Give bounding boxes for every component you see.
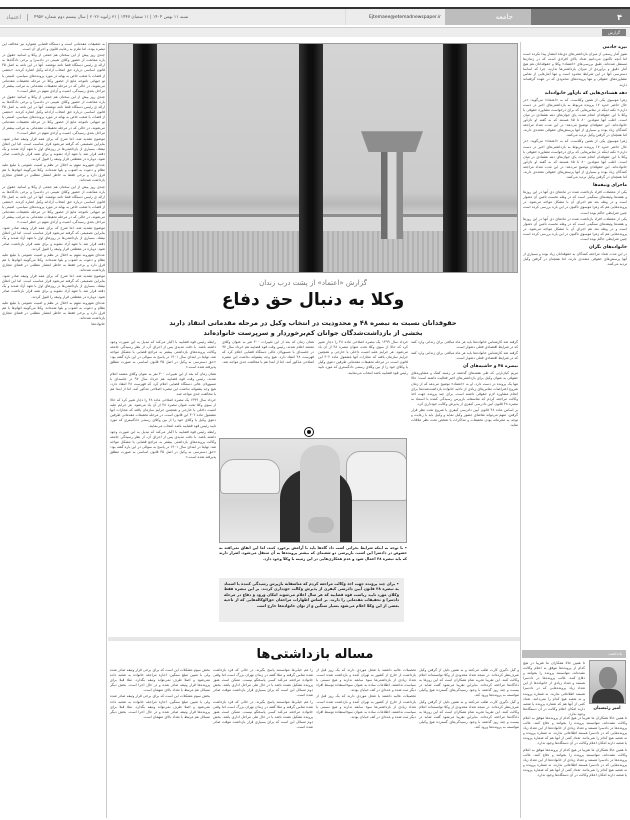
body-paragraph: عده‌ای شهروند متهم به اخلال در نظم و امنیت عمومی یا تبلیغ علیه نظام و دعوت به آشوب و بلوا شده‌اند. وکلا می‌گویند اتهام‌ها با هم فرق دارد و برخی فقط به خاطر انتشار مطلبی در فضای مجازی بازداشت شده‌اند. xyxy=(2,300,105,320)
note-paragraph: تا همین حالا همکاران ما تقریبا در هیچ کدام از پرونده‌ها موفق به اعلام وکالت نشده‌اند، نتوانستند پرونده را بخوانند و دفاع کنند. غالب پرونده‌ها در دادسرا هستند و تعداد زیادی از خانواده‌ها از این تعداد زیاد پرونده‌هایی که در دادسرا هستند اطلاعاتی ندارند. نه شماره پرونده و نه شعبه هیچ کدام را نمی‌دانند. تعداد کمی از آنها هم که شماره پرونده یا شعبه دارند امکان اعلام وکالت در آن دستگاه‌ها وجود ندارد. xyxy=(523,661,585,716)
section-marker-icon xyxy=(305,428,313,436)
body-paragraph: عده‌ای شهروند متهم به اخلال در نظم و امنیت عمومی یا تبلیغ علیه نظام و دعوت به آشوب و بلوا شده‌اند. وکلا می‌گویند اتهام‌ها با هم فرق دارد و برخی فقط به خاطر انتشار مطلبی در فضای مجازی بازداشت شده‌اند. xyxy=(2,252,105,273)
note-paragraph: تا همین حالا همکاران ما تقریبا در هیچ کدام از پرونده‌ها موفق به اعلام وکالت نشده‌اند، نتوانستند پرونده را بخوانند و دفاع کنند. غالب پرونده‌ها در دادسرا هستند و تعداد زیادی از خانواده‌ها از این تعداد زیاد پرونده‌هایی که در دادسرا هستند اطلاعاتی ندارند. نه شماره پرونده و نه شعبه هیچ کدام را نمی‌دانند. تعداد کمی از آنها هم که شماره پرونده یا شعبه دارند امکان اعلام وکالت در آن دستگاه‌ها وجود ندارد. xyxy=(523,716,627,746)
window-bar xyxy=(133,44,157,272)
section-heading: دهه هشتادی‌هایی که نان‌آور خانواده‌اند xyxy=(544,90,627,96)
body-paragraph: عده‌ای شهروند متهم به اخلال در نظم و امنیت عمومی یا تبلیغ علیه نظام و دعوت به آشوب و بلوا شده‌اند. وکلا می‌گویند اتهام‌ها با هم فرق دارد و برخی فقط به خاطر انتشار مطلبی در فضای مجازی بازداشت شده‌اند. xyxy=(2,163,105,183)
body-paragraph: را هم خیلی‌ها نتوانستند پاسخ بگیرند. در حالی که فرد بازداشت شده تماس گرفته و مثلا گفته در زندان تهران بزرگ است اما وقتی خانواده مراجعه می‌کند کسی پاسخگو نیست. ممکن است هنوز پرونده تشکیل نشده باشد یا در حال طی مراحل اداری باشد. بخش دوم مسائل این است که برای بسیاری قرار بازداشت موقت صادر شده است. xyxy=(213,699,313,730)
body-paragraph: موضوع تشدید شد، اما شرح که برای همه قرار وثیقه صادر شود. بنابراین تصمیمی که گرفته می‌شود قرار مناسب است. اما این اتفاق نیفتاد. بسیاری از بازداشتی‌ها در روزهای اول با تعهد آزاد شدند و یک دفعه قرار شد با تعهد آزاد نشوند و برای همه قرار بازداشت صادر شود. دوباره در مقطعی قرار وثیقه را قبول کردند. xyxy=(2,274,105,299)
body-paragraph: تحصیلات عالیه داشتند یا شغل موردی دارند که یک روز قبل از بازداشت از خارج از کشور به تهران آمده و بازداشت شده است. تعداد زیادی از بازداشتی‌ها سوء سابقه ندارند و هیچ نسبتی با سیاست نداشتند. اطلاعات ساده به عنوان سوءاستفاده توسط افراد دیگر ثبت شده و عده‌ای در کف خیابان بودند. xyxy=(316,694,416,719)
body-paragraph: خرداد سال ۱۳۹۹ یک تبصره اصلاحی ماده ۴۸ را دچار تغییر کرد که حالا از سوی وکلا تحت عنوان تبصره ۴۸ از آن یاد می‌شود. هر جرایم علیه امنیت داخلی یا خارجی و همچنین جرایم سازمان یافته که مجازات آنها مشمول ماده ۳۰۲ این قانون است، در مرحله تحقیقات مقدماتی طرفین دعوی وکیل یا وکلای خود را از بین وکلای رسمی دادگستری که مورد تایید رئیس قوه قضاییه باشد انتخاب می‌نمایند. xyxy=(110,398,216,428)
report-subbar xyxy=(0,27,630,37)
body-paragraph: همان زمان که بعد از این تغییرات ۴۰۰ نفر به عنوان وکلای معتمد اعلام شدند، رئیس وقت قوه قضاییه هم خرداد سال ۹۷ در جلسه‌ای با مسوولان عالی دستگاه قضایی اعلام کرد که فهرست ۴۸ انتقاد دارد. هیچ وجه پشتوانه نداشت این تبصره اصلاحی مذکور آمد، اما از ابتدا هم با مخالفت جدی مواجه شد. xyxy=(222,340,314,365)
body-paragraph: خرداد سال ۱۳۹۹ یک تبصره اصلاحی ماده ۴۸ را دچار تغییر کرد که حالا از سوی وکلا تحت عنوان تبصره ۴۸ از آن یاد می‌شود. هر جرایم علیه امنیت داخلی یا خارجی و همچنین جرایم سازمان یافته که مجازات آنها مشمول ماده ۳۰۲ این قانون است، در مرحله تحقیقات مقدماتی طرفین دعوی وکیل یا وکلای خود را از بین وکلای رسمی دادگستری که مورد تایید رئیس قوه قضاییه باشد انتخاب می‌نمایند. xyxy=(318,340,408,375)
body-paragraph: بخش سوم مشکلات این است که برای برخی قرار وثیقه صادر شده ولی با تعیین مبلغ سنگین. اجازه مراجعه خانواده به شعبه داده نمی‌شود و اصلا طرف نمی‌تواند وثیقه بگذارد. مثلا قبلا برای پرونده‌ها قرار وثیقه صادر شده و در حال اجرا است. بخش دیگر مسائل هم مرتبط با تعداد بالای متهمان است. xyxy=(110,668,210,693)
body-paragraph: بر اساس ماده ۴۸ قانون آیین دادرسی کیفری با شروع تحت نظر قرار گرفتن، متهم می‌تواند تقاضای حضور وکیل نماید و وکیل باید با رعایت و توجه به محرمانه بودن تحقیقات و مذاکرات با شخص تحت نظر ملاقات نماید. xyxy=(411,408,518,428)
pull-quote: • برای چند پرونده جهت اخذ وکالت مراجعه کردم که متاسفانه بازپرس رسیدگی کننده با استناد به تبصره ۴۸ قانون آیین دادرسی کیفری از پذیرش وکالت خودداری کردند. بر این تبصره فقط وکلای مورد تایید ریاست قوه قضاییه که هر سال اعلام می‌شوند امکان ورود و دفاع در مرحله دادسرا و تحقیقات مقدماتی را دارند. بر اساس اظهارات مراجعان حق‌الوکاله‌هایی که از ناحیه بعضی از این وکلا اعلام می‌شود بسیار سنگین و از توان خانواده‌ها خارج است xyxy=(219,578,404,622)
body-paragraph: تحصیلات عالیه داشتند یا شغل موردی دارند که یک روز قبل از بازداشت از خارج از کشور به تهران آمده و بازداشت شده است. تعداد زیادی از بازداشتی‌ها سوء سابقه ندارند و هیچ نسبتی با سیاست نداشتند. اطلاعات ساده به عنوان سوءاستفاده توسط افراد دیگر ثبت شده و عده‌ای در کف خیابان بودند. xyxy=(316,668,416,693)
signoff: خانواده‌ها xyxy=(91,321,105,326)
column-rule xyxy=(106,42,107,818)
author-name: امیر رئیسیان xyxy=(593,706,621,711)
left-column xyxy=(2,42,105,817)
watchtower-top xyxy=(361,126,423,152)
note-label: یادداشت xyxy=(522,650,626,658)
section-email-link[interactable]: Ejtemaee@etemadnewspaper.ir xyxy=(345,9,445,25)
story-headline: وکلا به دنبال حق دفاع xyxy=(221,290,405,310)
section-heading: تبصره ۴۸ و حاشیه‌های آن xyxy=(463,364,518,370)
body-paragraph: رابطه رئیس قوه قضاییه با اکبار می‌کند که تبدیل به این صورت وجود داشته باشد. با دقت مدیدی پس از اجرای آن، از نظر رسیدگی جامعه وکالت پرونده‌های بازداشتی بیشتر به مراجع قضایی با مشکل مواجه شد. نهایتا در ابتدای سال ۱۴۰۱ در پاسخ به سوالی در این باره گفته بود: «حق دسترسی به وکیل در اصل ۳۵ قانون اساسی به صورت مطلق پذیرفته شده است.» xyxy=(110,429,216,460)
body-paragraph: بخش سوم مشکلات این است که برای برخی قرار وثیقه صادر شده ولی با تعیین مبلغ سنگین. اجازه مراجعه خانواده به شعبه داده نمی‌شود و اصلا طرف نمی‌تواند وثیقه بگذارد. مثلا قبلا برای پرونده‌ها قرار وثیقه صادر شده و در حال اجرا است. بخش دیگر مسائل هم مرتبط با تعداد بالای متهمان است. xyxy=(110,694,210,719)
newspaper-logo: اعتماد xyxy=(6,14,28,21)
photo-hands xyxy=(308,517,334,533)
section-name: جامعه xyxy=(445,9,531,25)
body-paragraph: زهرا موسوی یکی از همین وکلاست. که به «اعتماد» می‌گوید: «در حال حاضر حدود ۱۷ پرونده مربوط به بازداشتی‌های اخیر در دست دارم.» نکته اینکه در تماس‌هایی که برای درخواست مشاوره حقوقی با وکلا با این حقوقدان انجام شده، پای جوان‌های دهه هشتادی در میان است. اغلب آنها متولدین ۸۰ تا ۸۵ هستند که به گفته او نان‌آور خانواده‌اند. این حقوقدان توضیح می‌دهد: در این مدت تعداد مراجعه کنندگان زیاد بوده و بسیاری از آنها پرسش‌های حقوقی متعددی دارند، اما همچنان در گرفتن وکیل تردید می‌کنند. xyxy=(523,139,627,180)
body-paragraph: یکی از معضلات افراد بازداشت شده در ماه‌های دی آنها در این روزها و هفته‌ها وثیقه‌های سنگینی است که در وهله نخست تامین آن دشوار است و در وهله بعد هم اجرای آن با مشکل مواجه می‌شود. در پرونده‌هایی هم که زهرا موسوی تاکنون در این باره بررسی کرده است چنین شرایطی حاکم بوده است. xyxy=(523,216,627,241)
column-rule xyxy=(520,42,521,818)
photo-car xyxy=(346,451,407,501)
second-story-headline: مساله بازداشتی‌ها xyxy=(256,647,374,662)
body-paragraph: موضوع تشدید شد، اما شرح که برای همه قرار وثیقه صادر شود. بنابراین تصمیمی که گرفته می‌شود قرار مناسب است. اما این اتفاق نیفتاد. بسیاری از بازداشتی‌ها در روزهای اول با تعهد آزاد شدند و یک دفعه قرار شد با تعهد آزاد نشوند و برای همه قرار بازداشت صادر شود. دوباره در مقطعی قرار وثیقه را قبول کردند. xyxy=(2,226,105,251)
body-paragraph: یکی از معضلات افراد بازداشت شده در ماه‌های دی آنها در این روزها و هفته‌ها وثیقه‌های سنگینی است که در وهله نخست تامین آن دشوار است و در وهله بعد هم اجرای آن با مشکل مواجه می‌شود. در پرونده‌هایی هم که زهرا موسوی تاکنون در این باره بررسی کرده است چنین شرایطی حاکم بوده است. xyxy=(523,190,627,215)
story-kicker: گزارش «اعتماد» از پشت درب زندان xyxy=(259,279,367,287)
body-paragraph: را هم خیلی‌ها نتوانستند پاسخ بگیرند. در حالی که فرد بازداشت شده تماس گرفته و مثلا گفته در زندان تهران بزرگ است اما وقتی خانواده مراجعه می‌کند کسی پاسخگو نیست. ممکن است هنوز پرونده تشکیل نشده باشد یا در حال طی مراحل اداری باشد. بخش دوم مسائل این است که برای بسیاری قرار بازداشت موقت صادر شده است. xyxy=(213,668,313,698)
detainee-photo xyxy=(219,438,407,543)
portrait-body xyxy=(592,689,624,704)
window-bar xyxy=(299,44,323,272)
header-date-bar xyxy=(0,9,345,25)
center-right-column xyxy=(411,340,518,642)
subhead-line-1: حقوقدانان نسبت به تبصره ۴۸ و محدودیت در انتخاب وکیل در مرحله مقدماتی انتقاد دارند xyxy=(169,319,457,327)
intro-paragraph: هنوز آمار رسمی از میزان بازداشتی‌های دی‌ماه انتشار پیدا نکرده است اما آنچه تاکنون می‌دانیم تعداد بالای افرادی است که در زندان‌ها مستقل شده‌اند. طبق بررسی‌های «اعتماد» وکلا و حقوقدانان هم هیچ آمار دقیق و برآوردی از میزان بازداشتی‌ها ندارند، چرا که اساسا دسترسی آنها در این شرایط محدود است و تنها آمارهایی از تماس مشاوره‌های حقوقی و تنها پرونده‌های محدودی که در عهده گرفته‌اند دارند. xyxy=(523,52,627,87)
note-text-bottom xyxy=(523,716,627,816)
body-paragraph: رابطه رئیس قوه قضاییه با اکبار می‌کند که تبدیل به این صورت وجود داشته باشد. با دقت مدیدی پس از اجرای آن، از نظر رسیدگی جامعه وکالت پرونده‌های بازداشتی بیشتر به مراجع قضایی با مشکل مواجه شد. نهایتا در ابتدای سال ۱۴۰۱ در پاسخ به سوالی در این باره گفته بود: «حق دسترسی به وکیل در اصل ۳۵ قانون اساسی به صورت مطلق پذیرفته شده است.» xyxy=(110,340,216,370)
second-story-col-1 xyxy=(419,668,519,818)
body-paragraph: چندی روز پیش از این سخنان هم جمعی از وکلا و اساتید حقوق در باره ممانعت از حضور وکلای تعیینی در دادسرا و برخی دادگاه‌ها به ارائه ی رئیس دستگاه قضا نامه نوشتند. آنها در این نامه به اصل ۳۵ قانون اساسی درباره حق انتخاب آزادانه وکیل اشاره کردند. «بعضی از قضات با شعب خاص به بهانه در مورد پرونده‌های سیاسی، امنیتی یا تو جیهاتی ناموجه مانع از حضور وکلا در مرحله تحقیقات مقدماتی می‌شوند، در حالی که در مرحله تحقیقات مقدماتی به مراتب بیشتر از مراحل بعدی رسیدگی، امنیت و آزادی متهم در خطر است.» xyxy=(2,184,105,225)
body-paragraph: همان زمان که بعد از این تغییرات ۴۰۰ نفر به عنوان وکلای معتمد اعلام شدند، رئیس وقت قوه قضاییه هم خرداد سال ۹۷ در جلسه‌ای با مسوولان عالی دستگاه قضایی اعلام کرد که فهرست ۴۸ انتقاد دارد. هیچ وجه پشتوانه نداشت این تبصره اصلاحی مذکور آمد، اما از ابتدا هم با مخالفت جدی مواجه شد. xyxy=(110,371,216,396)
author-portrait xyxy=(589,660,626,704)
story-subhead xyxy=(108,318,518,338)
second-story-col-4 xyxy=(110,668,210,818)
body-paragraph: به تحقیقات مقدماتی است و دستگاه قضایی همواره نیز مخالف این تبصره بوده، اما ملزم به رعایت قانون و اجرای آن است. xyxy=(2,42,105,52)
body-paragraph: زهرا موسوی یکی از همین وکلاست. که به «اعتماد» می‌گوید: «در حال حاضر حدود ۱۷ پرونده مربوط به بازداشتی‌های اخیر در دست دارم.» نکته اینکه در تماس‌هایی که برای درخواست مشاوره حقوقی با وکلا با این حقوقدان انجام شده، پای جوان‌های دهه هشتادی در میان است. اغلب آنها متولدین ۸۰ تا ۸۵ هستند که به گفته او نان‌آور خانواده‌اند. این حقوقدان توضیح می‌دهد: در این مدت تعداد مراجعه کنندگان زیاد بوده و بسیاری از آنها پرسش‌های حقوقی متعددی دارند، اما همچنان در گرفتن وکیل تردید می‌کنند. xyxy=(523,97,627,138)
subhead-line-2: بخشی از بازداشت‌شدگان جوانان کم‌برخوردار و سرپرست خانواده‌اند xyxy=(203,329,423,337)
byline: تیره خادمی xyxy=(602,45,627,50)
section-heading: خانواده‌های نگران xyxy=(589,245,627,251)
body-paragraph: و گیل دگیری کارت طلب می‌کنند و به همین دلیل از گرفتن وکیل صرف‌نظر کرده‌اند. در نتیجه تعداد محدودی از وکلا توانسته‌اند اعلام وکالت کنند. این تقریبا تجربه تمام همکاران است که این روزها به دادگاه‌ها مراجعه کرده‌اند. بنابراین تقریبا می‌شود گفت شاید در بیست و چند روز گذشته با وجود رسیدگی‌های گسترده هیچ وکیلی نتوانسته به پرونده‌ها ورود کند. xyxy=(419,699,519,730)
body-paragraph: و گیل دگیری کارت طلب می‌کنند و به همین دلیل از گرفتن وکیل صرف‌نظر کرده‌اند. در نتیجه تعداد محدودی از وکلا توانسته‌اند اعلام وکالت کنند. این تقریبا تجربه تمام همکاران است که این روزها به دادگاه‌ها مراجعه کرده‌اند. بنابراین تقریبا می‌شود گفت شاید در بیست و چند روز گذشته با وجود رسیدگی‌های گسترده هیچ وکیلی نتوانسته به پرونده‌ها ورود کند. xyxy=(419,668,519,698)
section-heading: ماجرای وثیقه‌ها xyxy=(592,183,627,189)
window-bar xyxy=(443,44,467,272)
body-paragraph: چندی روز پیش از این سخنان هم جمعی از وکلا و اساتید حقوق در باره ممانعت از حضور وکلای تعیینی در دادسرا و برخی دادگاه‌ها به ارائه ی رئیس دستگاه قضا نامه نوشتند. آنها در این نامه به اصل ۳۵ قانون اساسی درباره حق انتخاب آزادانه وکیل اشاره کردند. «بعضی از قضات با شعب خاص به بهانه در مورد پرونده‌های سیاسی، امنیتی یا تو جیهاتی ناموجه مانع از حضور وکلا در مرحله تحقیقات مقدماتی می‌شوند، در حالی که در مرحله تحقیقات مقدماتی به مراتب بیشتر از مراحل بعدی رسیدگی، امنیت و آزادی متهم در خطر است.» xyxy=(2,94,105,135)
photo-car xyxy=(220,459,280,494)
body-paragraph: موضوع تشدید شد، اما شرح که برای همه قرار وثیقه صادر شود. بنابراین تصمیمی که گرفته می‌شود قرار مناسب است. اما این اتفاق نیفتاد. بسیاری از بازداشتی‌ها در روزهای اول با تعهد آزاد شدند و یک دفعه قرار شد با تعهد آزاد نشوند و برای همه قرار بازداشت صادر شود. دوباره در مقطعی قرار وثیقه را قبول کردند. xyxy=(2,136,105,162)
photo-caption: • با توجه به اینکه شرایط بحرانی است داد گاه‌ها باید با آرامش برخورد کنند، اما این اتفاق نمی‌افتد به خصوص در دادسرا این است، بازپرسی دو شعبه‌ای که بیشتر پرونده‌ها به آن منتقل می‌شود، اصرار دارند که باید تبصره ۴۸ اعمال شود و عدم همکاری‌هایی در این زمینه با وکلا وجود دارد. xyxy=(219,546,407,561)
second-story-col-3 xyxy=(213,668,313,818)
note-text-top xyxy=(523,661,585,716)
page-number: ۴ xyxy=(531,9,630,25)
body-paragraph: چندی روز پیش از این سخنان هم جمعی از وکلا و اساتید حقوق در باره ممانعت از حضور وکلای تعیینی در دادسرا و برخی دادگاه‌ها به ارائه ی رئیس دستگاه قضا نامه نوشتند. آنها در این نامه به اصل ۳۵ قانون اساسی درباره حق انتخاب آزادانه وکیل اشاره کردند. «بعضی از قضات با شعب خاص به بهانه در مورد پرونده‌های سیاسی، امنیتی یا تو جیهاتی ناموجه مانع از حضور وکلا در مرحله تحقیقات مقدماتی می‌شوند، در حالی که در مرحله تحقیقات مقدماتی به مراتب بیشتر از مراحل بعدی رسیدگی، امنیت و آزادی متهم در خطر است.» xyxy=(2,53,105,93)
second-story-col-2 xyxy=(316,668,416,818)
report-tag: گزارش xyxy=(602,29,626,36)
portrait-face xyxy=(599,667,617,689)
body-paragraph: در این مدت تعداد مراجعه کنندگان به حقوقدانان زیاد بوده و بسیاری از آنها پرسش‌های حقوقی متعددی دارند، اما همچنان در گرفتن وکیل تردید می‌کنند. xyxy=(523,252,627,267)
body-paragraph: گرفته شد کارشناس خانواده‌ها باید هر ماه مبالغی برای زندانی وارد کنند که در شرایط اقتصادی فعلی دشوار است. xyxy=(411,351,518,361)
watchtower-shaft xyxy=(381,149,403,239)
prison-tower-photo xyxy=(108,43,518,273)
section-divider xyxy=(108,637,520,641)
center-column-b xyxy=(222,340,314,424)
body-paragraph: مریم کیان‌ارثی که طی هفته‌های گذشته در زمینه کمک و مشاوره‌های حقوقی به عنوان وکیل برای بازداشتی‌های اخیر فعالیت داشته است؛ حالا تنها یک پرونده در دست دارد. او به «اعتماد» توضیح می‌دهد که از زمان شروع اعتراضات تماس‌های زیادی از ناحیه خانواده بازداشت‌شده‌ها برای انجام مشاوره لازم حقوقی داشته است. برای چند پرونده جهت اخذ وکالت مراجعه کردم که متاسفانه بازپرس رسیدگی کننده با استناد به تبصره ۴۸ قانون آیین دادرسی کیفری از پذیرش وکالت خودداری کرد. xyxy=(411,371,518,406)
page-header xyxy=(0,9,630,25)
issue-date-line: شنبه ۱۱ بهمن ۱۴۰۴ | ۱۱ شعبان ۱۴۴۷ | ۳۱ ژانویه ۲۰۲۶ | سال بیستم دوم شماره ۴۹۵۳ xyxy=(34,14,189,20)
body-paragraph: گرفته شد کارشناس خانواده‌ها باید هر ماه مبالغی برای زندانی وارد کنند که در شرایط اقتصادی فعلی دشوار است. xyxy=(411,340,518,350)
center-column-a xyxy=(318,340,408,424)
right-column xyxy=(523,42,627,647)
center-column-c xyxy=(110,340,216,640)
note-paragraph: تا همین حالا همکاران ما تقریبا در هیچ کدام از پرونده‌ها موفق به اعلام وکالت نشده‌اند، نتوانستند پرونده را بخوانند و دفاع کنند. غالب پرونده‌ها در دادسرا هستند و تعداد زیادی از خانواده‌ها از این تعداد زیاد پرونده‌هایی که در دادسرا هستند اطلاعاتی ندارند. نه شماره پرونده و نه شعبه هیچ کدام را نمی‌دانند. تعداد کمی از آنها هم که شماره پرونده یا شعبه دارند امکان اعلام وکالت در آن دستگاه‌ها وجود ندارد. xyxy=(523,747,627,778)
